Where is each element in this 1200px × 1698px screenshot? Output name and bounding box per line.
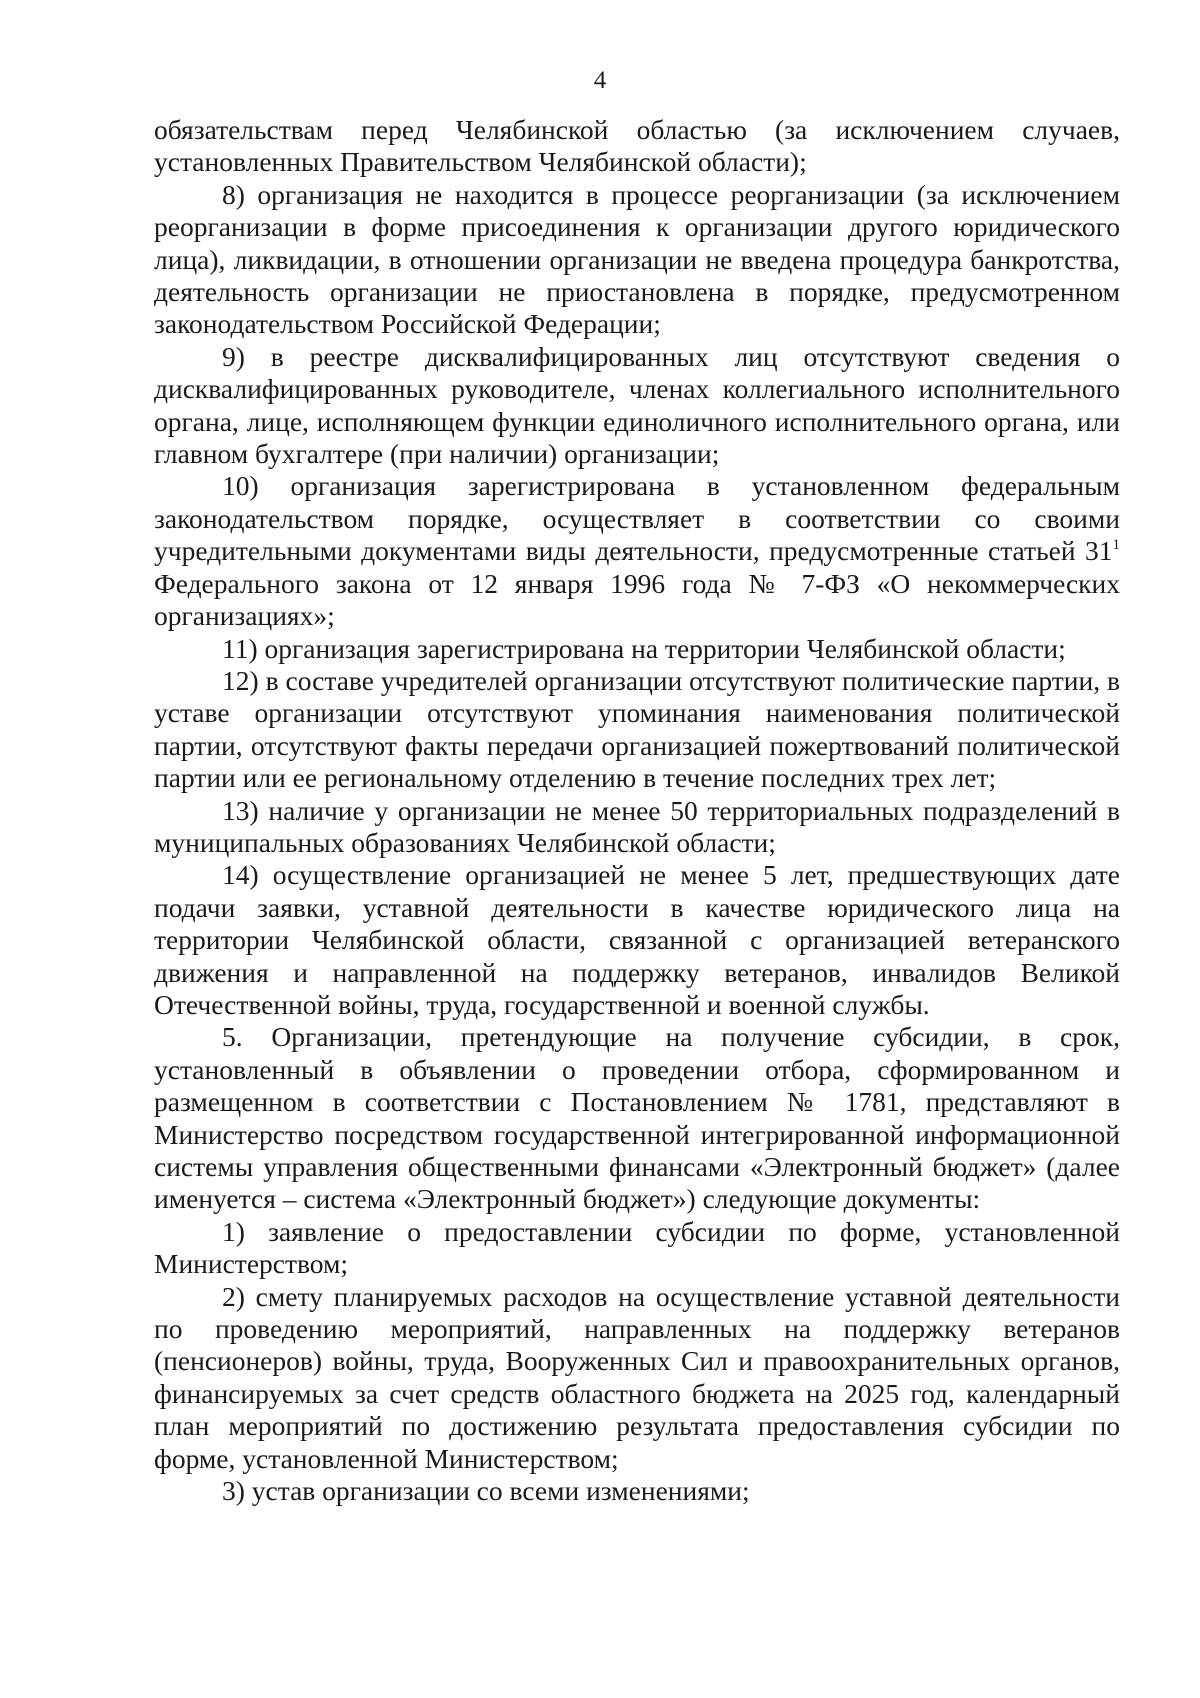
paragraph-section-5: 5. Организации, претендующие на получение субсидии, в срок, установленный в объявлении о проведении отбора, сформированном и размещенном в соответствии с Постановлением № 1781, представляют в Министерство посредством государственной интегрированной информационной системы управления общественными финансами «Электронный бюджет» (далее именуется – система «Электронный бюджет») следующие документы: — [154, 1021, 1120, 1215]
item-10-text-after: Федерального закона от 12 января 1996 года № 7-ФЗ «О некоммерческих организациях»; — [154, 567, 1120, 632]
item-10-text-before: 10) организация зарегистрирована в установленном федеральным законодательством порядке, осуществляет в соответствии со своими учредительными документами виды деятельности, предусмотренные статьей 31 — [154, 470, 1120, 567]
paragraph-doc-3: 3) устав организации со всеми изменениями; — [222, 1475, 750, 1507]
paragraph-item-11: 11) организация зарегистрирована на территории Челябинской области; — [222, 632, 1066, 664]
paragraph-item-14: 14) осуществление организацией не менее 5 лет, предшествующих дате подачи заявки, уставной деятельности в качестве юридического лица на территории Челябинской области, связанной с организацией ветеранского движения и направленной на поддержку ветеранов, инвалидов Великой Отечественной войны, труда, государственной и военной службы. — [154, 859, 1120, 1020]
paragraph-item-8: 8) организация не находится в процессе реорганизации (за исключением реорганизации в форме присоединения к организации другого юридического лица), ликвидации, в отношении организации не введена процедура банкротства, деятельность организации не приостановлена в порядке, предусмотренном законодательством Российской Федерации; — [154, 178, 1120, 340]
item-10-superscript: 1 — [1112, 537, 1120, 554]
paragraph-item-12: 12) в составе учредителей организации отсутствуют политические партии, в уставе организации отсутствуют упоминания наименования политической партии, отсутствуют факты передачи организацией пожертвований политической партии или ее региональному отделению в течение последних трех лет; — [154, 664, 1120, 794]
paragraph-continuation: обязательствам перед Челябинской областью (за исключением случаев, установленных Правительством Челябинской области); — [154, 114, 1120, 178]
paragraph-item-13: 13) наличие у организации не менее 50 территориальных подразделений в муниципальных образованиях Челябинской области; — [154, 794, 1120, 858]
paragraph-item-9: 9) в реестре дисквалифицированных лиц отсутствуют сведения о дисквалифицированных руководителе, членах коллегиального исполнительного органа, лице, исполняющем функции единоличного исполнительного органа, или главном бухгалтере (при наличии) организации; — [154, 340, 1120, 470]
paragraph-item-10 — [154, 470, 1120, 632]
page-number: 4 — [593, 67, 607, 94]
document-body — [154, 114, 1120, 1507]
paragraph-doc-1: 1) заявление о предоставлении субсидии по форме, установленной Министерством; — [154, 1215, 1120, 1280]
paragraph-doc-2: 2) смету планируемых расходов на осуществление уставной деятельности по проведению мероприятий, направленных на поддержку ветеранов (пенсионеров) войны, труда, Вооруженных Сил и правоохранительных органов, финансируемых за счет средств областного бюджета на 2025 год, календарный план мероприятий по достижению результата предоставления субсидии по форме, установленной Министерством; — [154, 1280, 1120, 1474]
